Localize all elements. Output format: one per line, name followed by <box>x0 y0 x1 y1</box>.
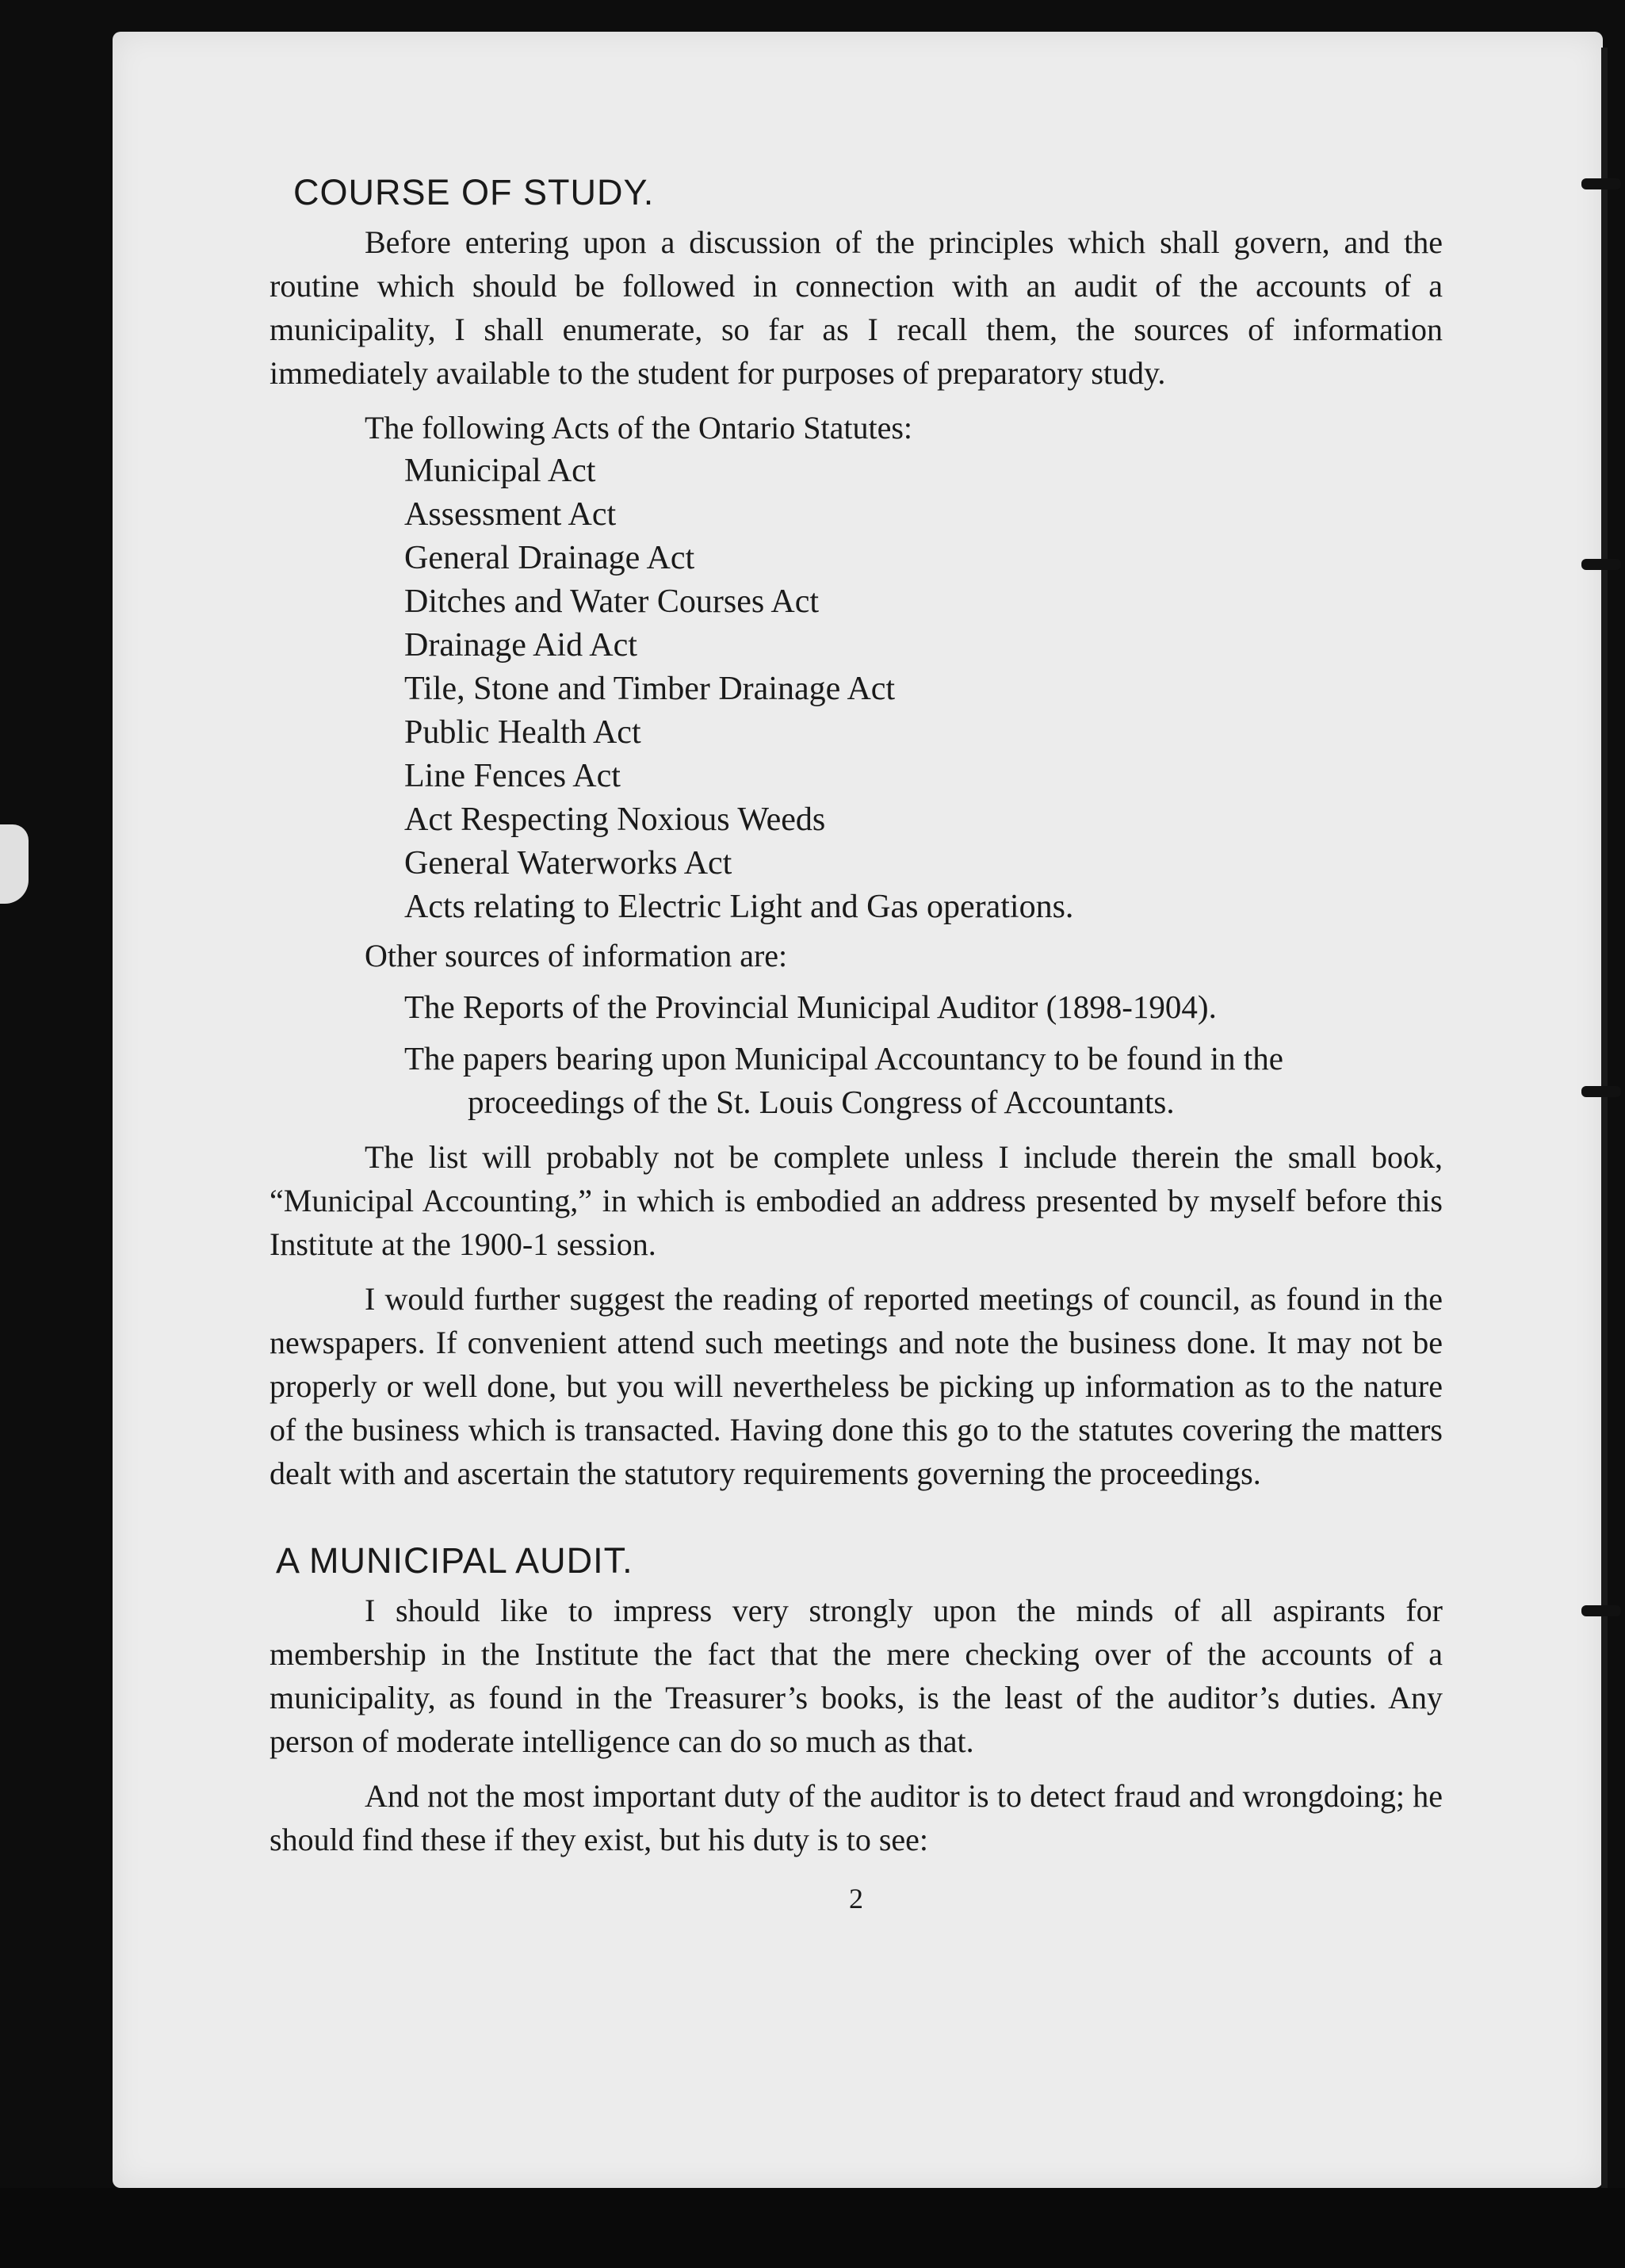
source-item: The Reports of the Provincial Municipal Auditor (1898-1904). <box>404 989 1217 1025</box>
municipal-audit-heading: A MUNICIPAL AUDIT. <box>276 1540 633 1581</box>
page-number: 2 <box>849 1883 863 1914</box>
binding-staple <box>1581 178 1621 189</box>
list-item: Assessment Act <box>404 496 617 533</box>
source-item: The papers bearing upon Municipal Accountancy to be found in the proceedings of the St. Louis Congress of Accountants. <box>404 1040 1283 1120</box>
scan-bottom-border <box>0 2188 1625 2268</box>
list-item: Tile, Stone and Timber Drainage Act <box>404 671 896 707</box>
list-item: Drainage Aid Act <box>404 627 637 664</box>
list-note-paragraph: The list will probably not be complete unless I include therein the small book, “Municipal Accounting,” in which is embodied an address presented by myself before this Institute at the 1900-1 session. <box>270 1139 1443 1262</box>
acts-intro: The following Acts of the Ontario Statutes: <box>365 410 912 446</box>
list-item: Acts relating to Electric Light and Gas operations. <box>404 889 1074 925</box>
binding-staple <box>1581 1605 1621 1616</box>
course-intro-paragraph: Before entering upon a discussion of the principles which shall govern, and the routine which should be followed in connection with an audit of the accounts of a municipality, I shall enumerate, so far as I recall them, the sources of information immediately available to the student for purposes of preparatory study. <box>270 224 1443 391</box>
list-item: Ditches and Water Courses Act <box>404 583 820 620</box>
binding-staple <box>1581 1086 1621 1097</box>
scan-edge-mark <box>0 824 29 904</box>
audit-paragraph-2: And not the most important duty of the auditor is to detect fraud and wrongdoing; he should find these if they exist, but his duty is to see: <box>270 1778 1443 1857</box>
document-body <box>270 170 1443 1921</box>
list-item: Act Respecting Noxious Weeds <box>404 801 826 838</box>
page-binding <box>1601 48 1608 2188</box>
audit-paragraph-1: I should like to impress very strongly upon the minds of all aspirants for membership in the Institute the fact that the mere checking over of the accounts of a municipality, as found in the Treasurer’s books, is the least of the auditor’s duties. Any person of moderate intelligence can do so much as that. <box>270 1593 1443 1759</box>
list-item: Municipal Act <box>404 453 596 489</box>
acts-list <box>404 449 1443 929</box>
other-sources-intro: Other sources of information are: <box>365 938 788 973</box>
list-item: Public Health Act <box>404 714 641 751</box>
suggestion-paragraph: I would further suggest the reading of reported meetings of council, as found in the newspapers. If convenient attend such meetings and note the business done. It may not be properly or well done, but you will nevertheless be picking up information as to the nature of the business which is transacted. Having done this go to the statutes covering the matters dealt with and ascertain the statutory requirements governing the proceedings. <box>270 1281 1443 1491</box>
list-item: General Drainage Act <box>404 540 695 576</box>
binding-staple <box>1581 559 1621 570</box>
list-item: Line Fences Act <box>404 758 621 794</box>
list-item: General Waterworks Act <box>404 845 732 882</box>
course-of-study-heading: COURSE OF STUDY. <box>293 172 655 212</box>
